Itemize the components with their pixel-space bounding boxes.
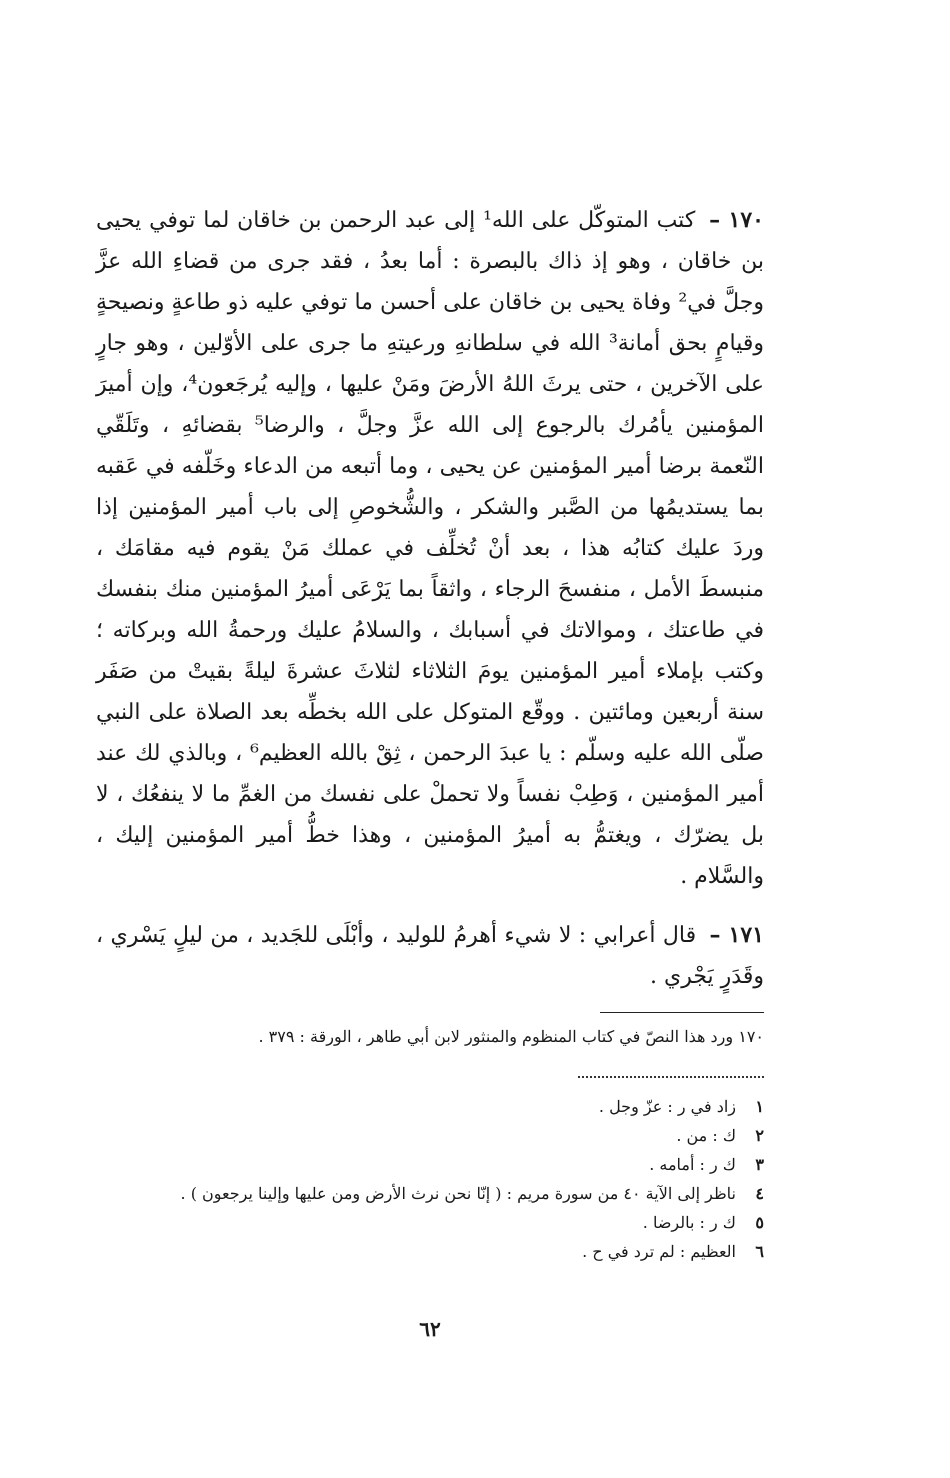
footnote — [96, 1208, 764, 1237]
footnote — [96, 1150, 764, 1179]
footnote-number: ٢ — [755, 1126, 764, 1145]
paragraph-170 — [96, 200, 764, 897]
footnote-number: ٦ — [755, 1242, 764, 1261]
footnote-text: ك : من . — [676, 1126, 736, 1145]
footnote-separator — [600, 1012, 764, 1013]
footnote-text: ك ر : بالرضا . — [642, 1213, 736, 1232]
page-number: ٦٢ — [419, 1317, 441, 1341]
footnote-number: ٤ — [755, 1184, 764, 1203]
footnote-number: ١ — [755, 1097, 764, 1116]
dotted-separator — [578, 1076, 764, 1078]
footnote — [96, 1179, 764, 1208]
paragraph-171 — [96, 915, 764, 997]
footnote-text: العظيم : لم ترد في ح . — [582, 1242, 736, 1261]
footnote-text: ناظر إلى الآية ٤٠ من سورة مريم : ( إنّا نحن نرث الأرض ومن عليها وإلينا يرجعون ) . — [180, 1184, 736, 1203]
footnote — [96, 1237, 764, 1266]
footnote — [96, 1121, 764, 1150]
footnote-text: زاد في ر : عزّ وجل . — [598, 1097, 736, 1116]
paragraph-number: ١٧١ – — [709, 922, 764, 948]
footnote-number: ٥ — [755, 1213, 764, 1232]
main-text — [96, 200, 764, 997]
paragraph-text: قال أعرابي : لا شيء أهرمُ للوليد ، وأبْلَى للجَديد ، من ليلٍ يَسْري ، وقَدَرٍ يَجْري . — [96, 923, 764, 989]
footnote — [96, 1092, 764, 1121]
paragraph-number: ١٧٠ – — [709, 207, 764, 233]
source-note: ١٧٠ ورد هذا النصّ في كتاب المنظوم والمنثور لابن أبي طاهر ، الورقة : ٣٧٩ . — [258, 1027, 764, 1046]
footnote-number: ٣ — [755, 1155, 764, 1174]
footnotes-list — [96, 1092, 764, 1266]
footnote-text: ك ر : أمامه . — [649, 1155, 736, 1174]
paragraph-text: كتب المتوكّل على الله¹ إلى عبد الرحمن بن خاقان لما توفي يحيى بن خاقان ، وهو إذ ذاك بالبصرة : أما بعدُ ، فقد جرى من قضاءِ الله عزَّ وجلَّ في² وفاة يحيى بن خاقان على أحسن ما توفي عليه ذو طاعةٍ ونصيحةٍ وقيامٍ بحق أمانة³ الله في سلطانهِ ورعيتهِ ما جرى على الأوّلين ، وهو جارٍ على الآخرين ، حتى يرثَ اللهُ الأرضَ ومَنْ عليها ، وإليه يُرجَعون⁴، وإن أميرَ المؤمنين يأمُرك بالرجوع إلى الله عزَّ وجلَّ ، والرضا⁵ بقضائهِ ، وتَلَقّي النّعمة برضا أمير المؤمنين عن يحيى ، وما أتبعه من الدعاء وخَلّفه في عَقبه بما يستديمُها من الصَّبر والشكر ، والشُّخوصِ إلى باب أمير المؤمنين إذا وردَ عليك كتابُه هذا ، بعد أنْ تُخلِّف في عملك مَنْ يقوم فيه مقامَك ، منبسطَ الأمل ، منفسحَ الرجاء ، واثقاً بما يَرْعَى أميرُ المؤمنين منك بنفسك في طاعتك ، وموالاتك في أسبابك ، والسلامُ عليك ورحمةُ الله وبركاته ؛ وكتب بإملاء أمير المؤمنين يومَ الثلاثاء لثلاثَ عشرةَ ليلةً بقيتْ من صَفَر سنة أربعين ومائتين . ووقّع المتوكل على الله بخطِّه بعد الصلاة على النبي صلّى الله عليه وسلّم : يا عبدَ الرحمن ، ثِقْ بالله العظيم⁶ ، وبالذي لك عند أمير المؤمنين ، وَطِبْ نفساً ولا تحملْ على نفسك من الغمِّ ما لا ينفعُك ، لا بل يضرّك ، ويغتمُّ به أميرُ المؤمنين ، وهذا خطُّ أمير المؤمنين إليك ، والسَّلام . — [96, 208, 764, 889]
